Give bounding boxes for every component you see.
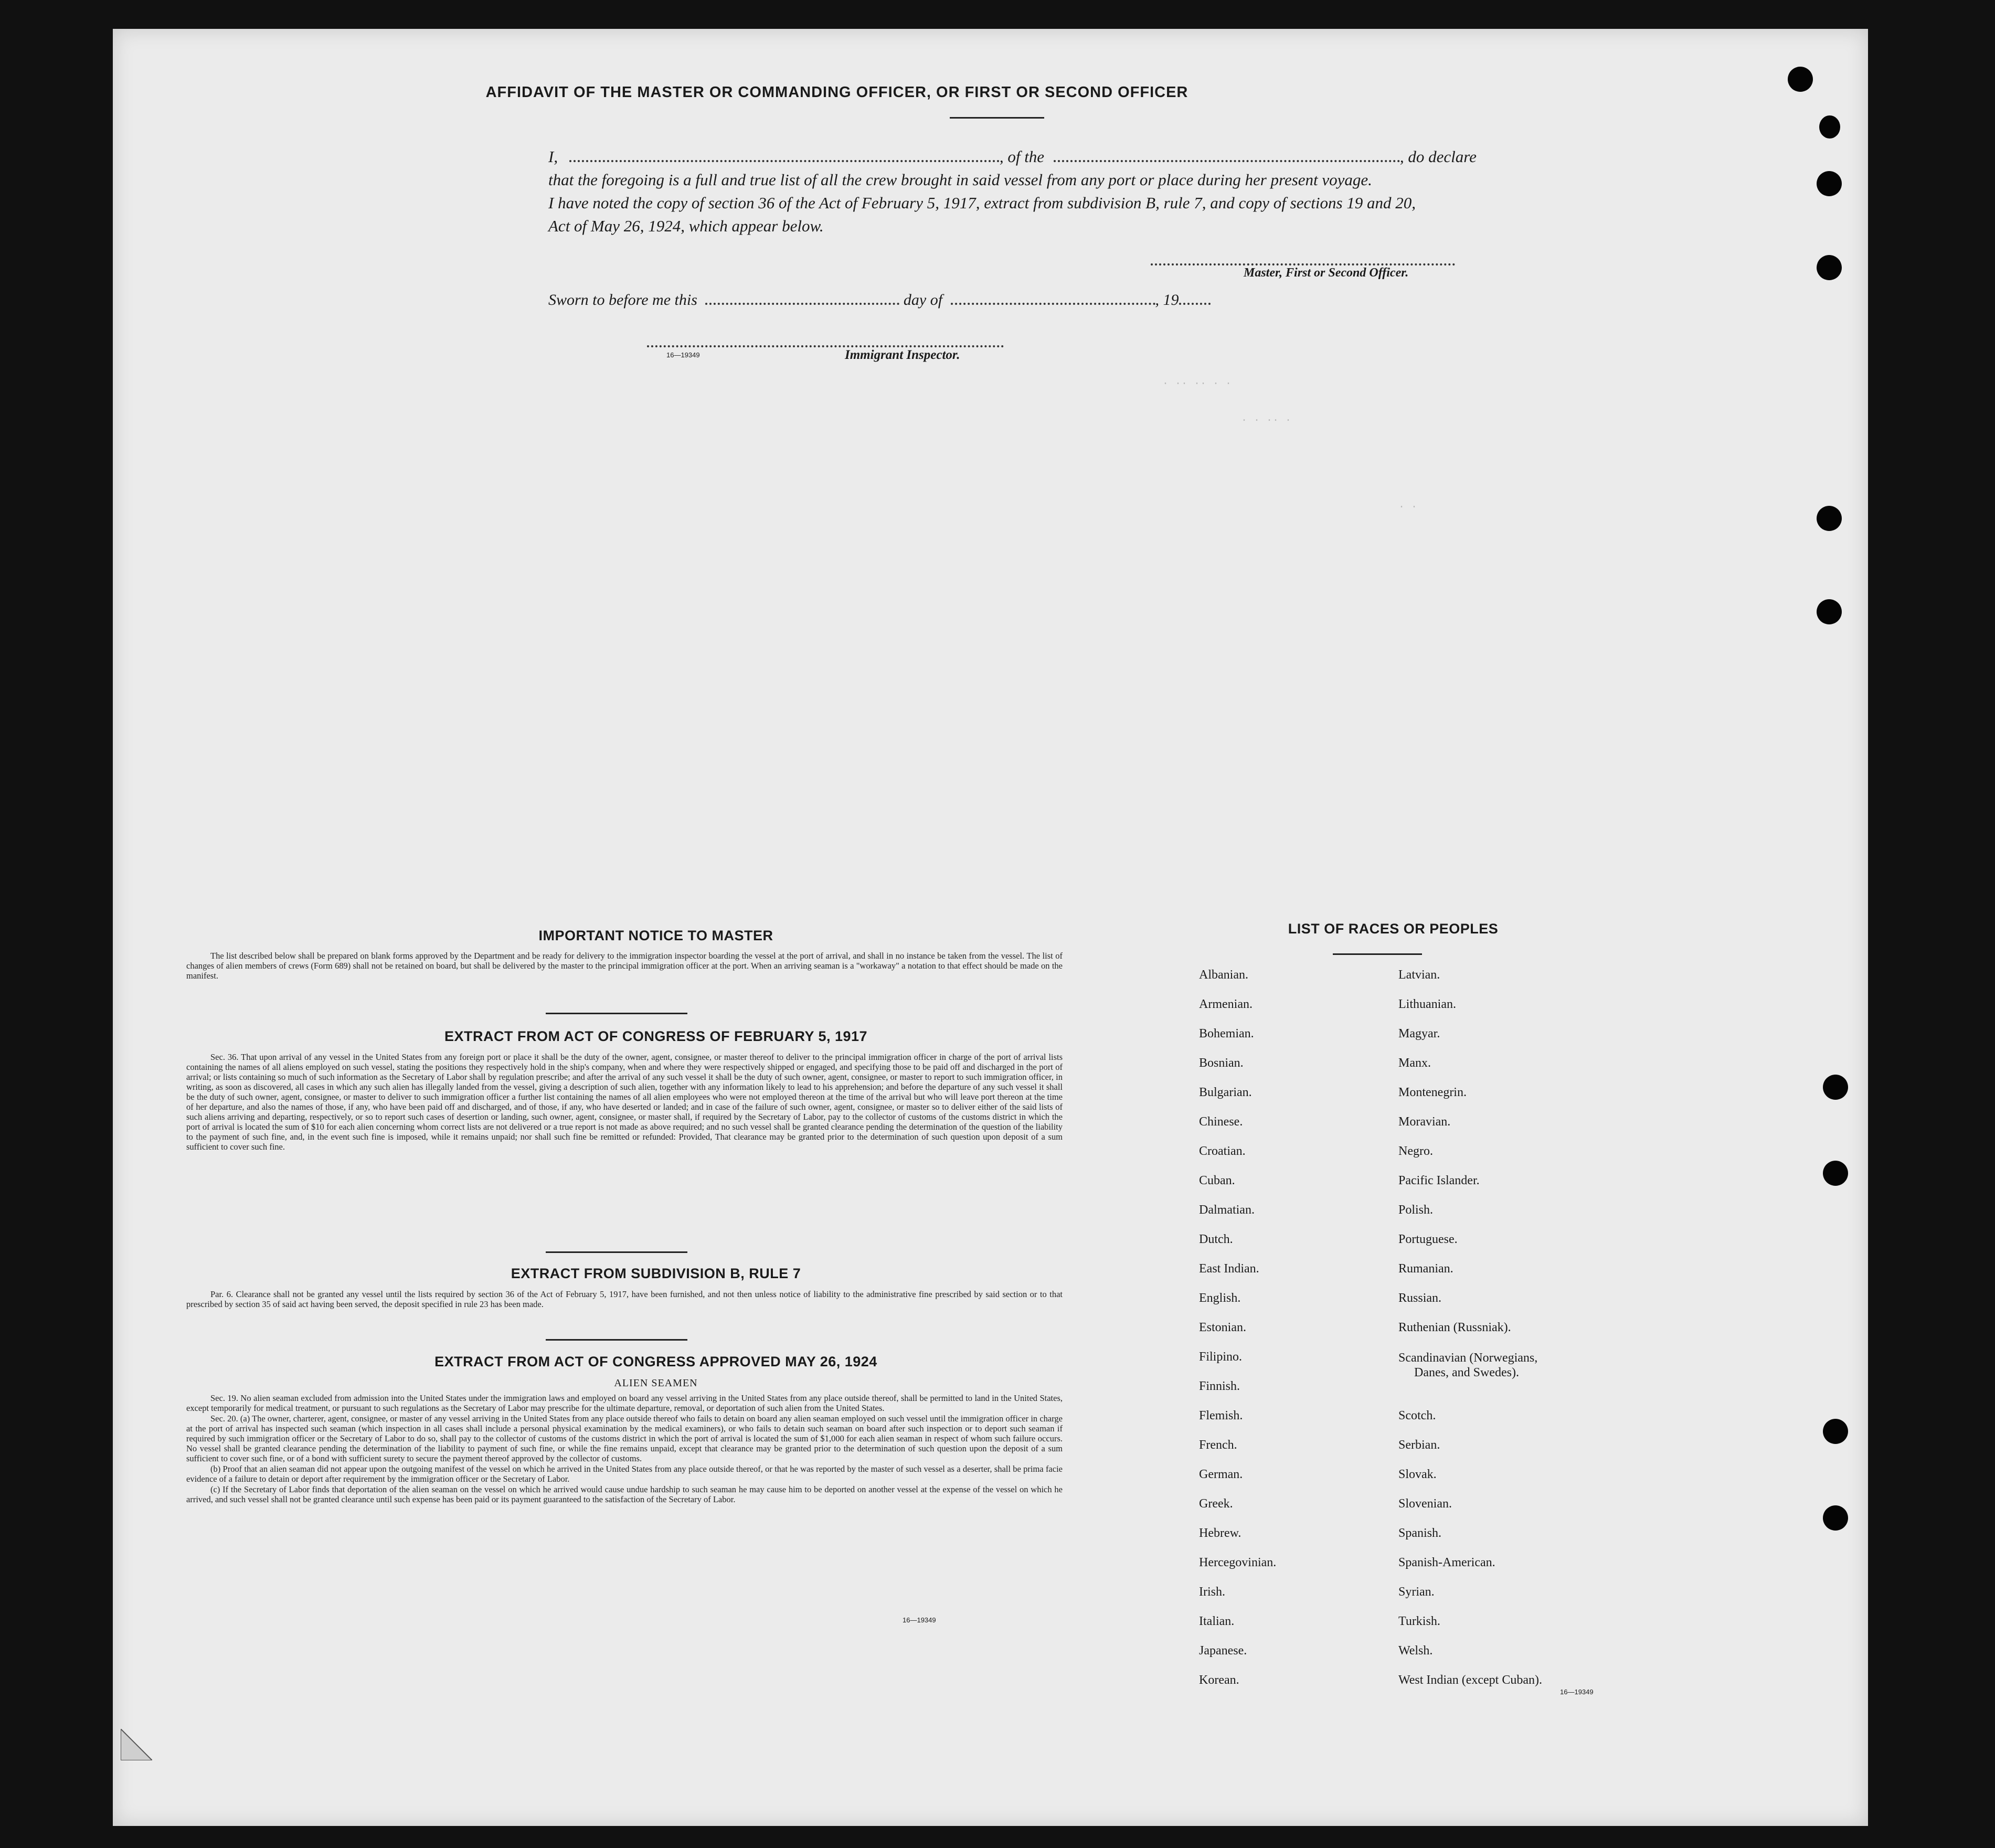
- race-item: Ruthenian (Russniak).: [1398, 1321, 1511, 1334]
- document-page: [113, 29, 1868, 1826]
- race-item: Hercegovinian.: [1199, 1556, 1277, 1569]
- race-item: Manx.: [1398, 1056, 1431, 1070]
- vessel-blank: [1054, 151, 1400, 162]
- binder-hole: [1817, 506, 1842, 531]
- affidavit-body: [548, 145, 1577, 238]
- race-item: Welsh.: [1398, 1644, 1433, 1658]
- extract-1924-text: [186, 1393, 1063, 1505]
- inspector-line: [647, 345, 1004, 347]
- sec-20b-paragraph: (b) Proof that an alien seaman did not appear upon the outgoing manifest of the vessel on which he arrived in the United States from any place outside thereof, or that he was reported by the master of such vessel as a deserter, shall be prima facie evidence of a failure to detain or deport after requirement by the immigration officer or the Secretary of Labor.: [186, 1464, 1063, 1484]
- race-item: Russian.: [1398, 1291, 1442, 1305]
- race-item: Estonian.: [1199, 1321, 1246, 1334]
- race-item: Finnish.: [1199, 1379, 1240, 1393]
- sworn-day-blank: [705, 293, 899, 305]
- do-declare-label: , do declare: [1399, 147, 1477, 166]
- of-the-label: , of the: [999, 147, 1045, 166]
- affidavit-line-2: that the foregoing is a full and true list of all the crew brought in said vessel from any port or place during her present voyage.: [548, 171, 1372, 189]
- race-item: Moravian.: [1398, 1115, 1451, 1129]
- signature-label: Master, First or Second Officer.: [1244, 266, 1409, 280]
- year-prefix: , 19: [1155, 291, 1179, 309]
- notice-paragraph: The list described below shall be prepared on blank forms approved by the Department and be ready for delivery to the immigration inspector boarding the vessel at the port of arrival, and shall in no instance be taken from the vessel. The list of changes of alien members of crews (Form 689) shall not be retained on board, but shall be delivered by the master to the principal immigration officer at the port. When an arriving seaman is a "workaway" a notation to that effect should be made on the manifest.: [186, 951, 1063, 981]
- race-item: Hebrew.: [1199, 1526, 1241, 1540]
- notice-title: IMPORTANT NOTICE TO MASTER: [538, 928, 773, 943]
- form-number-left: 16—19349: [903, 1616, 936, 1624]
- race-item: Scandinavian (Norwegians,: [1398, 1351, 1538, 1365]
- race-item: Latvian.: [1398, 968, 1440, 982]
- race-item: Dutch.: [1199, 1233, 1233, 1246]
- month-blank: [951, 293, 1155, 305]
- binder-hole: [1817, 255, 1842, 280]
- corner-fold-icon: [121, 1729, 152, 1760]
- race-item: Montenegrin.: [1398, 1086, 1467, 1099]
- race-item: Korean.: [1199, 1673, 1239, 1687]
- binder-hole: [1823, 1075, 1848, 1100]
- race-item: Magyar.: [1398, 1027, 1440, 1040]
- race-item: Albanian.: [1199, 968, 1248, 982]
- race-item: Portuguese.: [1398, 1233, 1458, 1246]
- race-item: Dalmatian.: [1199, 1203, 1255, 1217]
- race-item: Pacific Islander.: [1398, 1174, 1480, 1187]
- race-item: Syrian.: [1398, 1585, 1435, 1599]
- name-blank: [569, 151, 1000, 162]
- binder-hole: [1819, 115, 1840, 139]
- signature-line: [1151, 263, 1455, 265]
- section-divider: [546, 1013, 687, 1014]
- race-item: Spanish.: [1398, 1526, 1442, 1540]
- race-item: Spanish-American.: [1398, 1556, 1495, 1569]
- i-label: I,: [548, 147, 558, 166]
- rule-7-title: EXTRACT FROM SUBDIVISION B, RULE 7: [511, 1266, 801, 1281]
- binder-hole: [1823, 1161, 1848, 1186]
- race-item: West Indian (except Cuban).: [1398, 1673, 1542, 1687]
- race-item: Armenian.: [1199, 997, 1253, 1011]
- section-divider: [546, 1251, 687, 1253]
- affidavit-line-3: I have noted the copy of section 36 of the Act of February 5, 1917, extract from subdivision B, rule 7, and copy of sections 19 and 20,: [548, 194, 1416, 212]
- bleed-through-mark: · ·· ·· · ·: [1162, 378, 1232, 390]
- day-of-label: day of: [903, 291, 943, 309]
- sec-19-paragraph: Sec. 19. No alien seaman excluded from admission into the United States under the immigration laws and employed on board any vessel arriving in the United States from any place outside thereof, shall be permitted to land in the United States, except temporarily for medical treatment, or pursuant to such regulations as the Secretary of Labor may prescribe for the ultimate departure, removal, or deportation of such alien from the United States.: [186, 1393, 1063, 1413]
- race-item: Japanese.: [1199, 1644, 1247, 1658]
- sec-36-paragraph: Sec. 36. That upon arrival of any vessel in the United States from any foreign port or place it shall be the duty of the owner, agent, consignee, or master thereof to deliver to the principal immigration officer in charge of the port of arrival lists containing the names of all aliens employed on such vessel, stating the positions they respectively hold in the ship's company, when and where they were respectively shipped or engaged, and specifying those to be paid off and discharged in the port of arrival; or lists containing so much of such information as the Secretary of Labor shall by regulation prescribe; and after the arrival of any such vessel it shall be the duty of such owner, agent, consignee, or master to report to such immigration officer, in writing, as soon as discovered, all cases in which any such alien has illegally landed from the vessel, giving a description of such alien, together with any information likely to lead to his apprehension; and before the departure of any such vessel it shall be the duty of such owner, agent, consignee, or master to deliver to such immigration officer a further list containing the names of all alien employees who were not employed thereon at the time of the arrival but who will leave port thereon at the time of her departure, and also the names of those, if any, who have been paid off and discharged, and of those, if any, who have deserted or landed; and in case of the failure of such owner, agent, consignee, or master so to deliver either of the said lists of such aliens arriving and departing, respectively, or so to report such cases of desertion or landing, such owner, agent, consignee, or master shall, if required by the Secretary of Labor, pay to the collector of customs of the customs district in which the port of arrival is located the sum of $10 for each alien concerning whom correct lists are not delivered or a true report is not made as above required; and no such vessel shall be granted clearance pending the determination of the question of the liability to the payment of such fine, and, in the event such fine is imposed, while it remains unpaid; nor shall such fine be remitted or refunded: Provided, That clearance may be granted prior to the determination of such question upon deposit of a sum sufficient to cover such fine.: [186, 1052, 1063, 1152]
- race-item: German.: [1199, 1468, 1243, 1481]
- form-number-right: 16—19349: [1560, 1688, 1594, 1696]
- section-divider: [546, 1339, 687, 1341]
- race-item: Bohemian.: [1199, 1027, 1254, 1040]
- extract-1917-text: [186, 1052, 1063, 1152]
- race-item: Greek.: [1199, 1497, 1233, 1511]
- race-item-continuation: Danes, and Swedes).: [1414, 1366, 1519, 1379]
- race-item: Irish.: [1199, 1585, 1225, 1599]
- title-underline: [950, 117, 1044, 119]
- inspector-label: Immigrant Inspector.: [845, 348, 960, 362]
- race-item: Chinese.: [1199, 1115, 1243, 1129]
- year-blank: [1179, 293, 1211, 305]
- race-item: Croatian.: [1199, 1144, 1246, 1158]
- race-item: Rumanian.: [1398, 1262, 1453, 1276]
- bleed-through-mark: · ·: [1398, 501, 1418, 513]
- alien-seamen-subtitle: ALIEN SEAMEN: [614, 1377, 698, 1389]
- sworn-label: Sworn to before me this: [548, 291, 697, 309]
- affidavit-title: AFFIDAVIT OF THE MASTER OR COMMANDING OFFICER, OR FIRST OR SECOND OFFICER: [485, 84, 1188, 101]
- affidavit-line-4: Act of May 26, 1924, which appear below.: [548, 217, 824, 235]
- race-item: Italian.: [1199, 1615, 1235, 1628]
- sec-20a-paragraph: Sec. 20. (a) The owner, charterer, agent, consignee, or master of any vessel arriving in the United States from any place outside thereof who fails to detain on board any alien seaman employed on such vessel until the immigration officer in charge at the port of arrival has inspected such seaman (which inspection in all cases shall include a personal physical examination by the medical examiners), or who fails to detain such seaman on board after such inspection or to deport such seaman if required by such immigration officer or the Secretary of Labor to do so, shall pay to the collector of customs of the customs district in which the port of arrival is located the sum of $1,000 for each alien seaman in respect of whom such failure occurs. No vessel shall be granted clearance pending the determination of the liability to payment of such fine, or while the fine remains unpaid, except that clearance may be granted prior to the determination of such question upon the deposit of a sum sufficient to cover such fine, or of a bond with sufficient surety to secure the payment thereof approved by the collector of customs.: [186, 1414, 1063, 1463]
- races-title-underline: [1333, 953, 1422, 955]
- race-item: Slovenian.: [1398, 1497, 1452, 1511]
- race-item: Turkish.: [1398, 1615, 1440, 1628]
- bleed-through-mark: · · ·· ·: [1241, 415, 1292, 427]
- binder-hole: [1823, 1419, 1848, 1444]
- form-number-top: 16—19349: [666, 351, 700, 359]
- extract-1924-title: EXTRACT FROM ACT OF CONGRESS APPROVED MAY 26, 1924: [434, 1354, 877, 1369]
- race-item: East Indian.: [1199, 1262, 1259, 1276]
- race-item: Cuban.: [1199, 1174, 1235, 1187]
- sec-20c-paragraph: (c) If the Secretary of Labor finds that deportation of the alien seaman on the vessel on which he arrived would cause undue hardship to such seaman he may cause him to be deported on another vessel at the expense of the vessel on which he arrived, and such vessel shall not be granted clearance until such expense has been paid or its payment guaranteed to the satisfaction of the Secretary of Labor.: [186, 1484, 1063, 1504]
- sworn-line: [548, 291, 1211, 309]
- race-item: Scotch.: [1398, 1409, 1436, 1422]
- race-item: English.: [1199, 1291, 1241, 1305]
- binder-hole: [1823, 1505, 1848, 1531]
- par-6-paragraph: Par. 6. Clearance shall not be granted any vessel until the lists required by section 36 of the Act of February 5, 1917, have been furnished, and not then unless notice of liability to the administrative fine prescribed by said section or to that prescribed by section 35 of said act having been served, the deposit specified in rule 23 has been made.: [186, 1289, 1063, 1309]
- race-item: Polish.: [1398, 1203, 1434, 1217]
- race-item: Slovak.: [1398, 1468, 1437, 1481]
- rule-7-text: [186, 1289, 1063, 1310]
- race-item: Bosnian.: [1199, 1056, 1244, 1070]
- binder-hole: [1817, 171, 1842, 196]
- affidavit-line-1: [548, 145, 1577, 168]
- races-title: LIST OF RACES OR PEOPLES: [1288, 921, 1499, 937]
- race-item: Flemish.: [1199, 1409, 1243, 1422]
- race-item: Filipino.: [1199, 1350, 1243, 1364]
- extract-1917-title: EXTRACT FROM ACT OF CONGRESS OF FEBRUARY 5, 1917: [444, 1028, 868, 1044]
- notice-text: [186, 951, 1063, 981]
- race-item: Lithuanian.: [1398, 997, 1456, 1011]
- race-item: Negro.: [1398, 1144, 1433, 1158]
- race-item: Serbian.: [1398, 1438, 1440, 1452]
- race-item: Bulgarian.: [1199, 1086, 1252, 1099]
- race-item: French.: [1199, 1438, 1237, 1452]
- binder-hole: [1817, 599, 1842, 624]
- binder-hole: [1788, 67, 1813, 92]
